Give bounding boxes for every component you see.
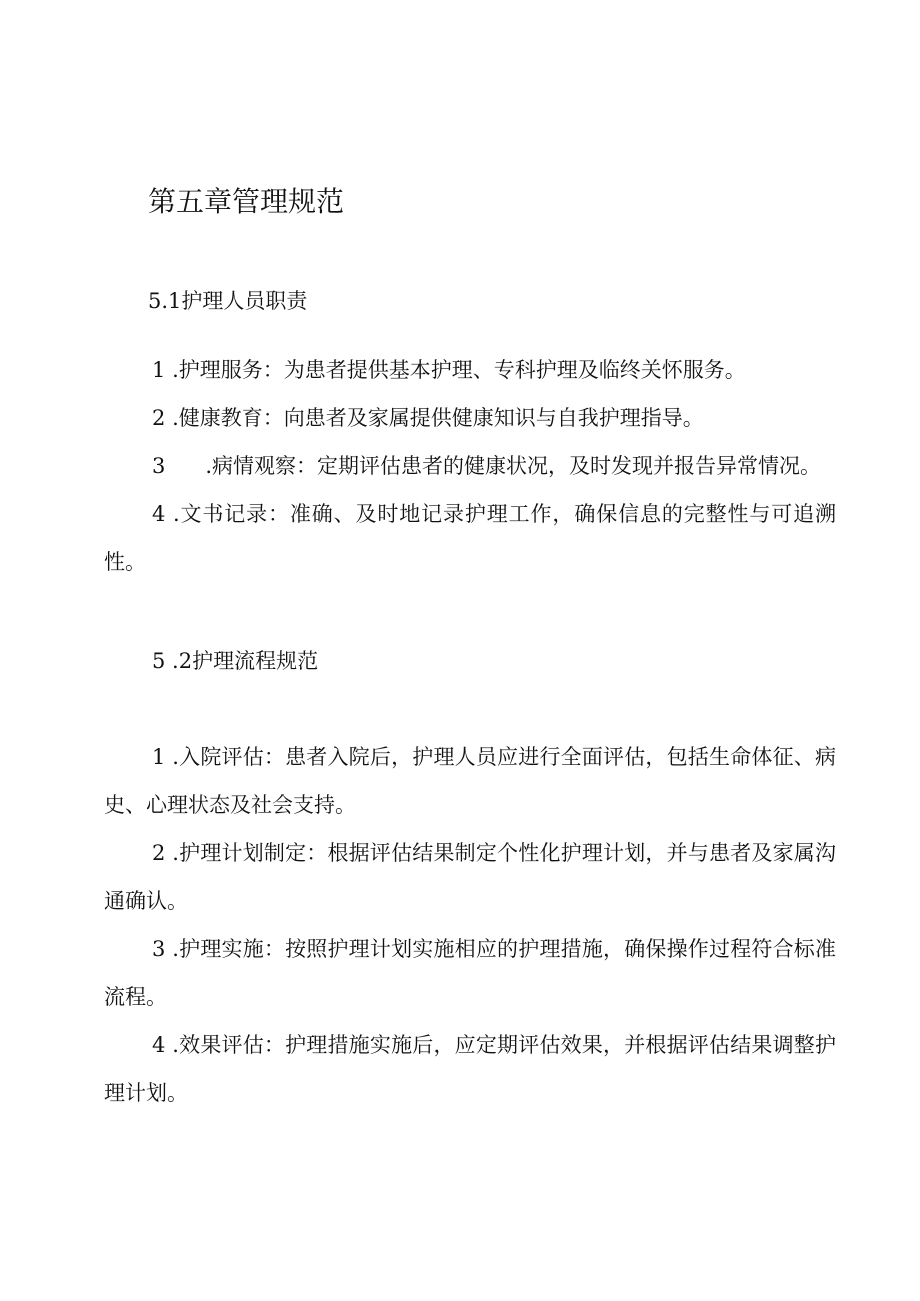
item-number: 3 [152, 937, 166, 961]
item-number: 1 [152, 745, 166, 769]
item-number: 1 [152, 358, 166, 382]
item-number: 3 [152, 454, 166, 478]
duty-item-4 [104, 490, 836, 586]
section-heading-5-2: 5 .2护理流程规范 [152, 649, 319, 673]
item-number: 2 [152, 841, 166, 865]
item-text: .文书记录：准确、及时地记录护理工作，确保信息的完整性与可追溯性。 [104, 502, 836, 574]
duty-item-1 [104, 346, 836, 394]
process-item-2 [104, 829, 836, 925]
item-text: .护理实施：按照护理计划实施相应的护理措施，确保操作过程符合标准流程。 [104, 937, 836, 1009]
item-text: .效果评估：护理措施实施后，应定期评估效果，并根据评估结果调整护理计划。 [104, 1033, 836, 1105]
item-text: .健康教育：向患者及家属提供健康知识与自我护理指导。 [172, 406, 704, 430]
item-number: 4 [152, 1033, 166, 1057]
duty-item-2 [104, 394, 836, 442]
item-text: .病情观察：定期评估患者的健康状况，及时发现并报告异常情况。 [205, 454, 822, 478]
process-item-4 [104, 1021, 836, 1117]
item-text: .护理计划制定：根据评估结果制定个性化护理计划，并与患者及家属沟通确认。 [104, 841, 836, 913]
process-item-3 [104, 925, 836, 1021]
item-text: .护理服务：为患者提供基本护理、专科护理及临终关怀服务。 [172, 358, 746, 382]
item-number: 4 [152, 502, 166, 526]
process-item-1 [104, 733, 836, 829]
duty-item-3 [104, 442, 836, 490]
section-heading-5-1: 5.1护理人员职责 [148, 289, 308, 313]
chapter-title: 第五章管理规范 [148, 185, 345, 218]
item-text: .入院评估：患者入院后，护理人员应进行全面评估，包括生命体征、病史、心理状态及社会支持。 [104, 745, 836, 817]
item-number: 2 [152, 406, 166, 430]
